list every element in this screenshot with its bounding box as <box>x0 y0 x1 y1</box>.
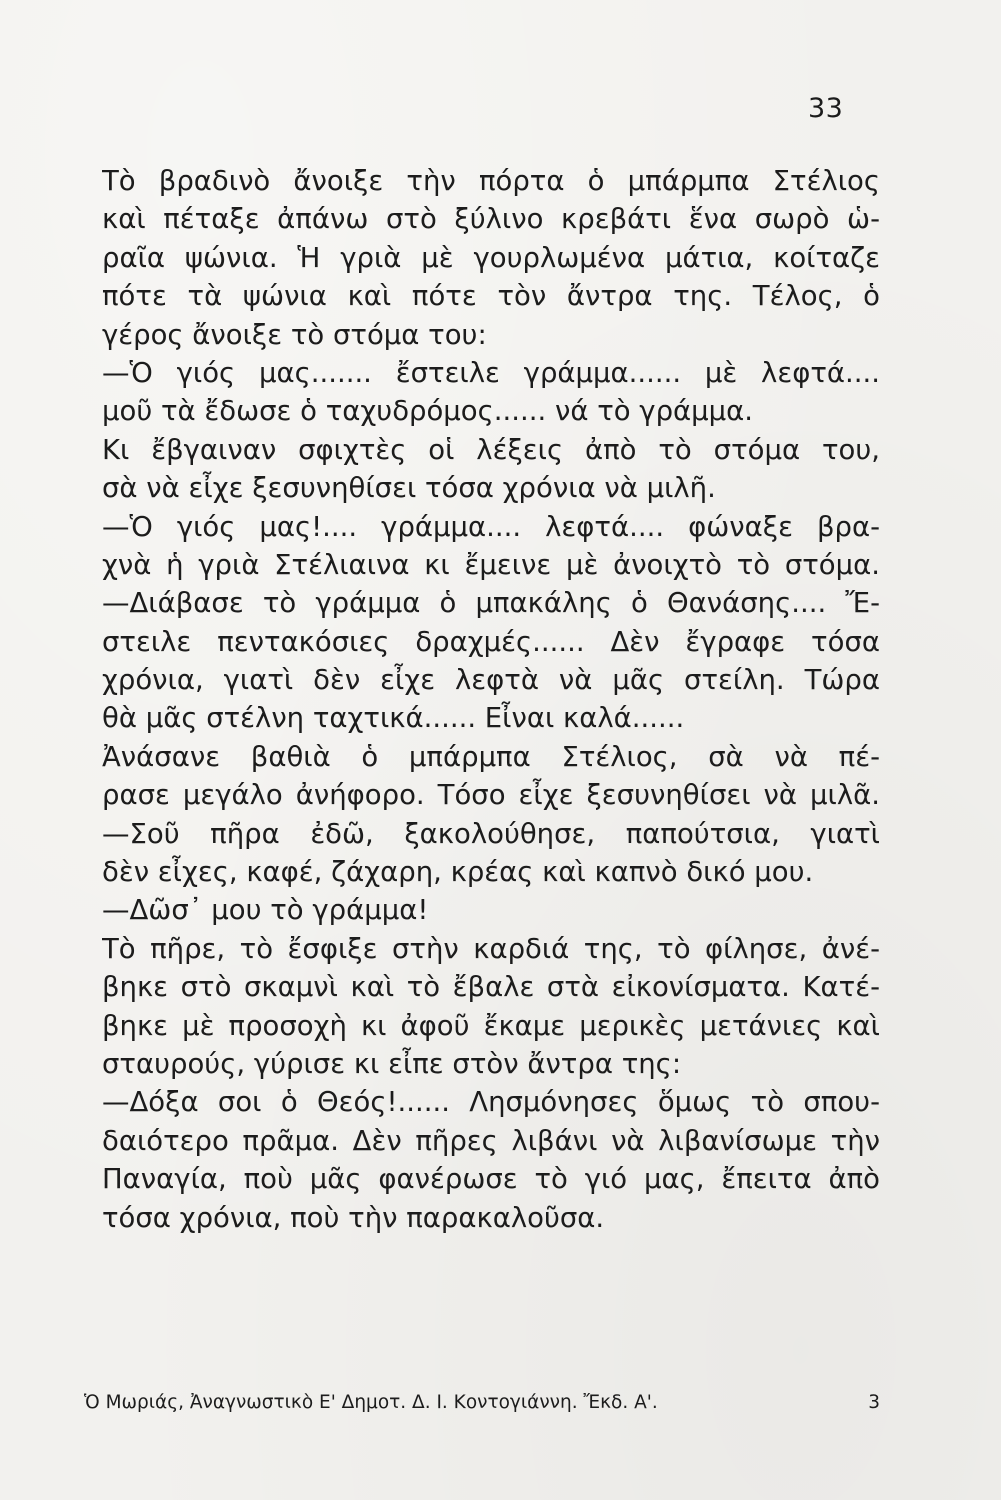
text-line: Τὸ βραδινὸ ἄνοιξε τὴν πόρτα ὁ μπάρμπα Στέλιος <box>102 165 880 197</box>
text-line: θὰ μᾶς στέλνη ταχτικά...... Εἶναι καλά...... <box>102 702 685 735</box>
text-line: —Σοῦ πῆρα ἐδῶ, ξακολούθησε, παπούτσια, γιατὶ <box>102 817 880 850</box>
text-line: Τὸ πῆρε, τὸ ἔσφιξε στὴν καρδιά της, τὸ φίλησε, ἀνέ- <box>102 932 880 965</box>
text-line: μοῦ τὰ ἔδωσε ὁ ταχυδρόμος...... νά τὸ γράμμα. <box>102 395 754 428</box>
text-line: σταυρούς, γύρισε κι εἶπε στὸν ἄντρα της: <box>102 1047 682 1080</box>
text-line: —Ὁ γιός μας....... ἔστειλε γράμμα...... μὲ λεφτά.... <box>102 356 880 389</box>
signature-mark: 3 <box>868 1392 880 1413</box>
text-line: σὰ νὰ εἶχε ξεσυνηθίσει τόσα χρόνια νὰ μιλῆ. <box>102 472 716 505</box>
text-line: χνὰ ἡ γριὰ Στέλιαινα κι ἔμεινε μὲ ἀνοιχτὸ τὸ στόμα. <box>102 548 880 581</box>
story-text <box>102 162 880 1237</box>
text-line: Ἀνάσανε βαθιὰ ὁ μπάρμπα Στέλιος, σὰ νὰ πέ- <box>102 740 880 773</box>
text-line: —Διάβασε τὸ γράμμα ὁ μπακάλης ὁ Θανάσης.... Ἔ- <box>102 587 880 620</box>
text-line: γέρος ἄνοιξε τὸ στόμα του: <box>102 318 487 351</box>
text-line: δαιότερο πρᾶμα. Δὲν πῆρες λιβάνι νὰ λιβανίσωμε τὴν <box>102 1124 880 1157</box>
text-line: Παναγία, ποὺ μᾶς φανέρωσε τὸ γιό μας, ἔπειτα ἀπὸ <box>102 1163 880 1196</box>
text-line: χρόνια, γιατὶ δὲν εἶχε λεφτὰ νὰ μᾶς στείλη. Τώρα <box>102 664 880 697</box>
page-number: 33 <box>808 93 844 124</box>
text-line: Κι ἔβγαιναν σφιχτὲς οἱ λέξεις ἀπὸ τὸ στόμα του, <box>102 433 880 466</box>
text-line: στειλε πεντακόσιες δραχμές...... Δὲν ἔγραφε τόσα <box>102 625 880 658</box>
text-line: βηκε στὸ σκαμνὶ καὶ τὸ ἔβαλε στὰ εἰκονίσματα. Κατέ- <box>102 971 880 1004</box>
text-line: —Ὁ γιός μας!.... γράμμα.... λεφτά.... φώναξε βρα- <box>102 510 880 543</box>
text-line: πότε τὰ ψώνια καὶ πότε τὸν ἄντρα της. Τέλος, ὁ <box>102 280 880 313</box>
text-line: —Δόξα σοι ὁ Θεός!...... Λησμόνησες ὅμως τὸ σπου- <box>102 1086 880 1119</box>
text-line: καὶ πέταξε ἀπάνω στὸ ξύλινο κρεβάτι ἕνα σωρὸ ὡ- <box>102 203 880 236</box>
text-line: βηκε μὲ προσοχὴ κι ἀφοῦ ἔκαμε μερικὲς μετάνιες καὶ <box>102 1009 880 1042</box>
text-line: τόσα χρόνια, ποὺ τὴν παρακαλοῦσα. <box>102 1201 605 1234</box>
text-line: ρασε μεγάλο ἀνήφορο. Τόσο εἶχε ξεσυνηθίσει νὰ μιλᾶ. <box>102 779 880 812</box>
text-line: —Δῶσ᾽ μου τὸ γράμμα! <box>102 894 429 927</box>
text-line: ραῖα ψώνια. Ἡ γριὰ μὲ γουρλωμένα μάτια, κοίταζε <box>102 241 880 274</box>
source-citation: Ὁ Μωριάς, Ἀναγνωστικὸ Ε' Δημοτ. Δ. Ι. Κοντογιάννη. Ἔκδ. Α'. <box>84 1392 658 1413</box>
text-line: δὲν εἶχες, καφέ, ζάχαρη, κρέας καὶ καπνὸ δικό μου. <box>102 856 814 889</box>
